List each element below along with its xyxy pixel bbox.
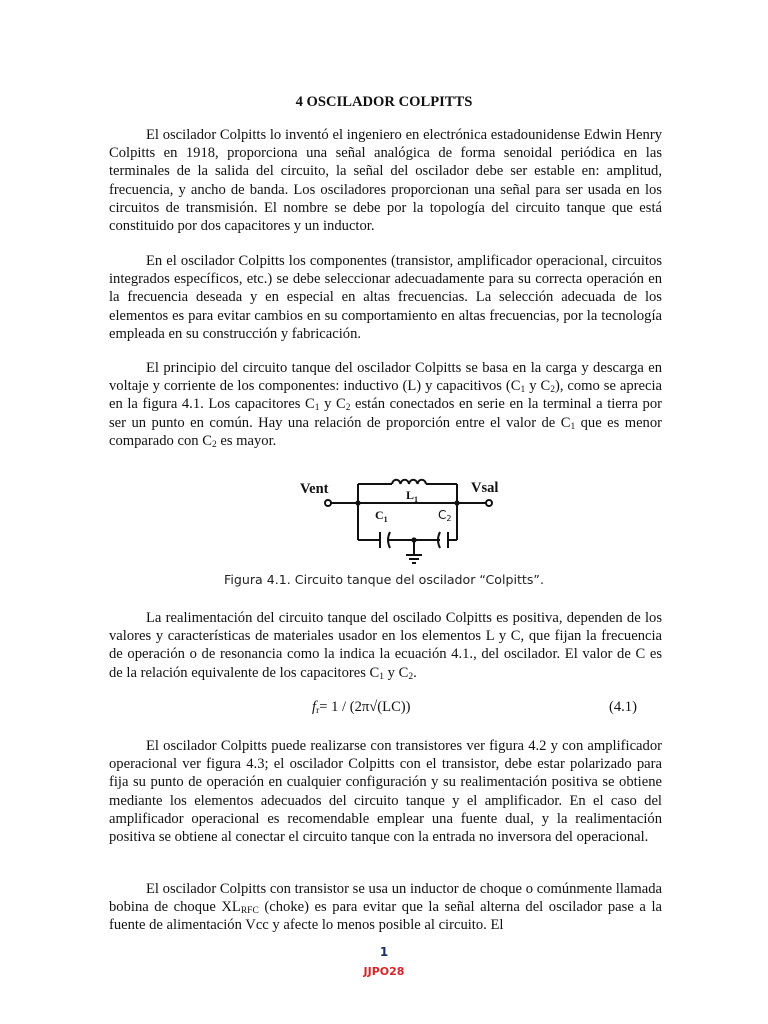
paragraph-history: El oscilador Colpitts lo inventó el ingeniero en electrónica estadounidense Edwin Henry Colpitts en 1918, proporciona una señal analógica de forma senoidal periódica en las terminales de la salida del circuito, la señal del oscilador debe ser estable en: amplitud, frecuencia, y ancho de banda. Los osciladores proporcionan una señal para ser usada en los circuitos de transmisión. El nombre se debe por la topología del circuito tanque que está constituido por dos capacitores y un inductor. <box>109 127 662 235</box>
figure-label-vent: Vent <box>300 481 329 497</box>
paragraph-implementation: El oscilador Colpitts puede realizarse con transistores ver figura 4.2 y con amplificador operacional ver figura 4.3; el oscilador Colpitts con el transistor, debe estar polarizado para fija su punto de operación en cualquier configuración y su realimentación positiva se obtiene mediante los elementos adecuados del circuito tanque y el amplificador. En el caso del amplificador operacional es recomendable emplear una fuente dual, y la realimentación positiva se obtiene al conectar el circuito tanque con la entrada no inversora del operacional. <box>109 738 662 846</box>
page-number: 1 <box>379 945 389 959</box>
figure-label-vsal: Vsal <box>471 480 499 496</box>
figure-label-c1: $C_1$ <box>375 508 388 524</box>
figure-label-l1: $L_1$ <box>406 488 419 504</box>
paragraph-choke: El oscilador Colpitts con transistor se usa un inductor de choque o comúnmente llamada bobina de choque $XL_{RFC}$ (choke) es para evitar que la señal alterna del oscilador pase a la fuente de alimentación Vcc y afecte lo menos posible al circuito. El <box>109 881 662 934</box>
page-title: 4 OSCILADOR COLPITTS <box>295 94 473 110</box>
equation-number: (4.1) <box>609 699 637 715</box>
paragraph-feedback: La realimentación del circuito tanque del oscilado Colpitts es positiva, dependen de los valores y características de materiales usador en los elementos L y C, que fijan la frecuencia de operación o de resonancia como la indica la ecuación 4.1., del oscilador. El valor de C es de la relación equivalente de los capacitores $C_1$ y $C_2$. <box>109 610 662 682</box>
footer-code: JJPO28 <box>363 965 405 978</box>
paragraph-components: En el oscilador Colpitts los componentes (transistor, amplificador operacional, circuitos integrados específicos, etc.) se debe seleccionar adecuadamente para su correcta operación en la frecuencia deseada y en especial en altas frecuencias. La selección adecuada de los elementos es para evitar cambios en su comportamiento en altas frecuencias, por la tecnología empleada en su construcción y fabricación. <box>109 253 662 342</box>
tank-circuit-diagram <box>300 462 510 570</box>
paragraph-tank-principle: El principio del circuito tanque del oscilador Colpitts se basa en la carga y descarga en voltaje y corriente de los componentes: inductivo (L) y capacitivos ($C_1$ y $C_2$), como se aprecia en la figura 4.1. Los capacitores $C_1$ y $C_2$ están conectados en serie en la terminal a tierra por ser un punto en común. Hay una relación de proporción entre el valor de $C_1$ que es menor comparado con $C_2$ es mayor. <box>109 360 663 450</box>
equation-4-1: $f_r= 1 / (2\pi√(LC))$ <box>312 699 411 716</box>
figure-caption: Figura 4.1. Circuito tanque del oscilador “Colpitts”. <box>224 572 544 587</box>
figure-label-c2: C2 <box>438 508 452 523</box>
